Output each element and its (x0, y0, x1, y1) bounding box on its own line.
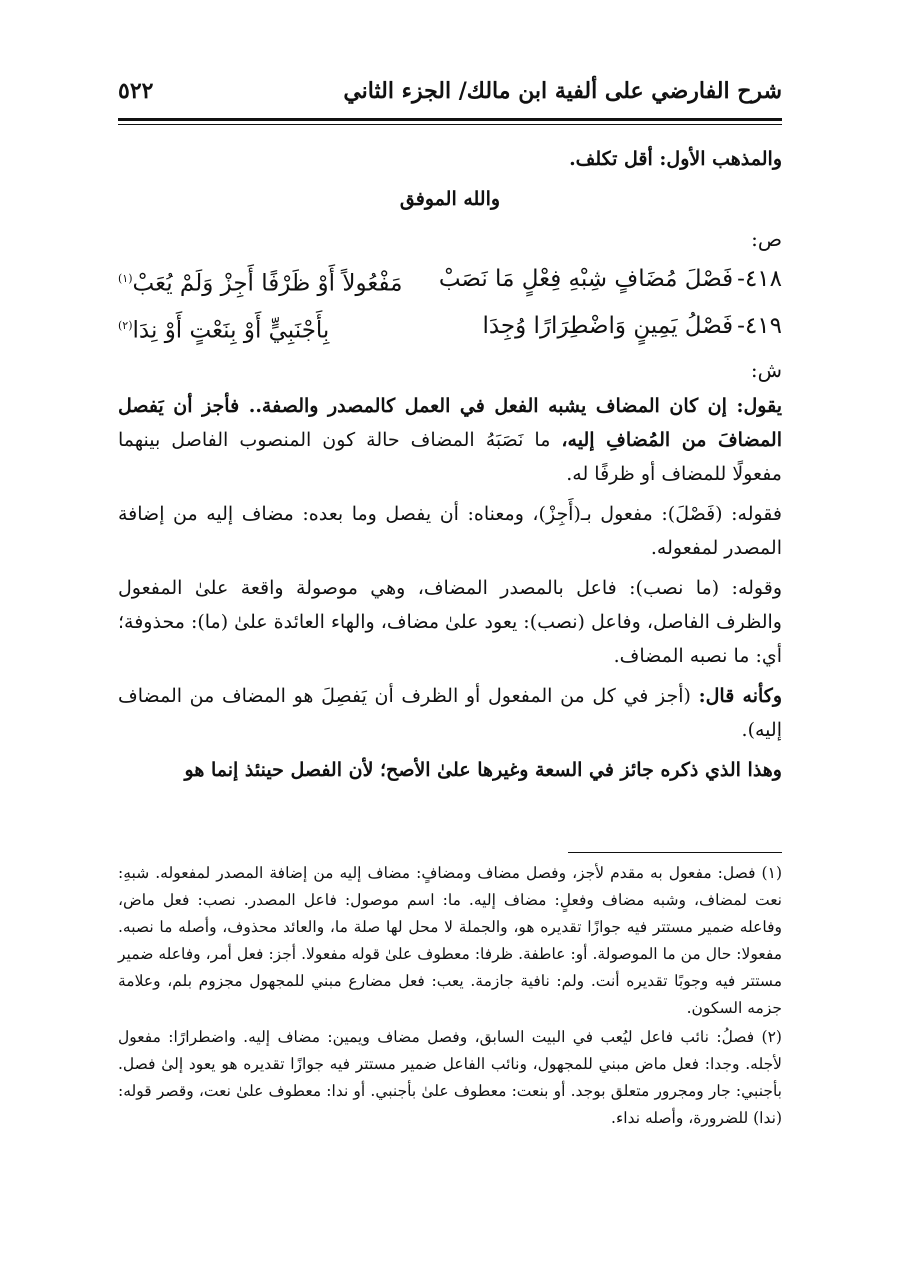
footnote-separator (568, 852, 782, 853)
footnote-ref: (٢) (118, 318, 133, 332)
paragraph (118, 389, 782, 491)
paragraph: فقوله: (فَصْلَ): مفعول بـ(أَجِزْ)، ومعناه: أن يفصل وما بعده: مضاف إليه من إضافة المصدر لمفعوله. (118, 503, 782, 560)
verse-second-half (118, 258, 402, 305)
header-rule-thick (118, 118, 782, 121)
text-run: ما نَصَبَهُ المضاف حالة كون المنصوب الفاصل بينهما مفعولًا للمضاف أو ظرفًا له. (118, 429, 782, 486)
paragraph: وهذا الذي ذكره جائز في السعة وغيرها علىٰ الأصح؛ لأن الفصل حينئذ إنما هو (184, 759, 782, 782)
page-number: ٥٢٢ (118, 78, 154, 104)
verse-line (118, 305, 782, 352)
verse-first-half (439, 258, 782, 305)
paragraph: وقوله: (ما نصب): فاعل بالمصدر المضاف، وهي موصولة واقعة علىٰ المفعول والظرف الفاصل، وفاعل (نصب): يعود علىٰ مضاف، والهاء العائدة علىٰ (ما): محذوفة؛ أي: ما نصبه المضاف. (118, 577, 782, 668)
footnote-marker: (٢) (761, 1028, 782, 1046)
running-header (118, 76, 782, 112)
footnote (118, 860, 782, 1022)
verse-second-half (118, 305, 329, 352)
footnotes (118, 860, 782, 1134)
header-title: شرح الفارضي على ألفية ابن مالك/ الجزء الثاني (343, 78, 782, 104)
bold-run: يقول: إن كان المضاف يشبه الفعل في العمل كالمصدر والصفة.. فأجز أن يَفصل المضافَ من المُضافِ إليه، (118, 395, 783, 452)
footnote-text: فصل: مفعول به مقدم لأجز، وفصل مضاف ومضافٍ: مضاف إليه من إضافة المصدر لمفعوله. شبهِ: نعت لمضاف، وشبه مضاف وفعلٍ: مضاف إليه. ما: اسم موصول: فاعل المصدر. نصب: فعل ماض، وفاعله ضمير مستتر فيه جوازًا تقديره هو، والجملة لا محل لها صلة ما، والعائد محذوف، وأصله ما نصبه. مفعولا: حال من ما الموصولة. أو: عاطفة. ظرفا: معطوف علىٰ قوله مفعولا. أجز: فعل أمر، وفاعله ضمير مستتر فيه وجوبًا تقديره أنت. ولم: نافية جازمة. يعب: فعل مضارع مبني للمجهول مجزوم بلم، وعلامة جزمه السكون. (118, 864, 782, 1017)
verse-line (118, 258, 782, 305)
verse-hemistich: فَصْلُ يَمِينٍ وَاضْطِرَارًا وُجِدَا (482, 312, 734, 339)
paragraph: والمذهب الأول: أقل تكلف. (569, 148, 782, 170)
text-label: ص: (751, 227, 782, 251)
verse-first-half (482, 305, 782, 352)
text-run: (أجز في كل من المفعول أو الظرف أن يَفصِلَ هو المضاف من المضاف إليه). (118, 685, 782, 742)
verse-hemistich: فَصْلَ مُضَافٍ شِبْهِ فِعْلٍ مَا نَصَبْ (438, 266, 734, 292)
closing-phrase: والله الموفق (399, 188, 501, 210)
footnote (118, 1024, 782, 1132)
verse-hemistich: بِأَجْنَبِيٍّ أَوْ بِنَعْتٍ أَوْ نِدَا (132, 317, 330, 344)
bold-run: وكأنه قال: (698, 685, 782, 708)
verse-number: ٤١٩- (737, 312, 782, 339)
verse-hemistich: مَفْعُولاً أَوْ ظَرْفًا أَجِزْ وَلَمْ يُعَبْ (132, 270, 403, 297)
header-rule-thin (118, 124, 782, 125)
main-text (118, 142, 782, 793)
verse-number: ٤١٨- (737, 266, 782, 292)
footnote-marker: (١) (761, 864, 782, 882)
footnote-text: فصلُ: نائب فاعل ليُعب في البيت السابق، وفصل مضاف ويمين: مضاف إليه. واضطرارًا: مفعول لأجله. وجدا: فعل ماض مبني للمجهول، ونائب الفاعل ضمير مستتر فيه جوازًا تقديره هو يعود إلىٰ فصل. بأجنبي: جار ومجرور متعلق بوجد. أو بنعت: معطوف علىٰ بأجنبي. أو ندا: معطوف علىٰ نعت، وقصر قوله: (ندا) للضرورة، وأصله نداء. (118, 1028, 782, 1127)
footnote-ref: (١) (118, 272, 133, 285)
text-label: ش: (750, 358, 782, 383)
paragraph (118, 679, 782, 747)
